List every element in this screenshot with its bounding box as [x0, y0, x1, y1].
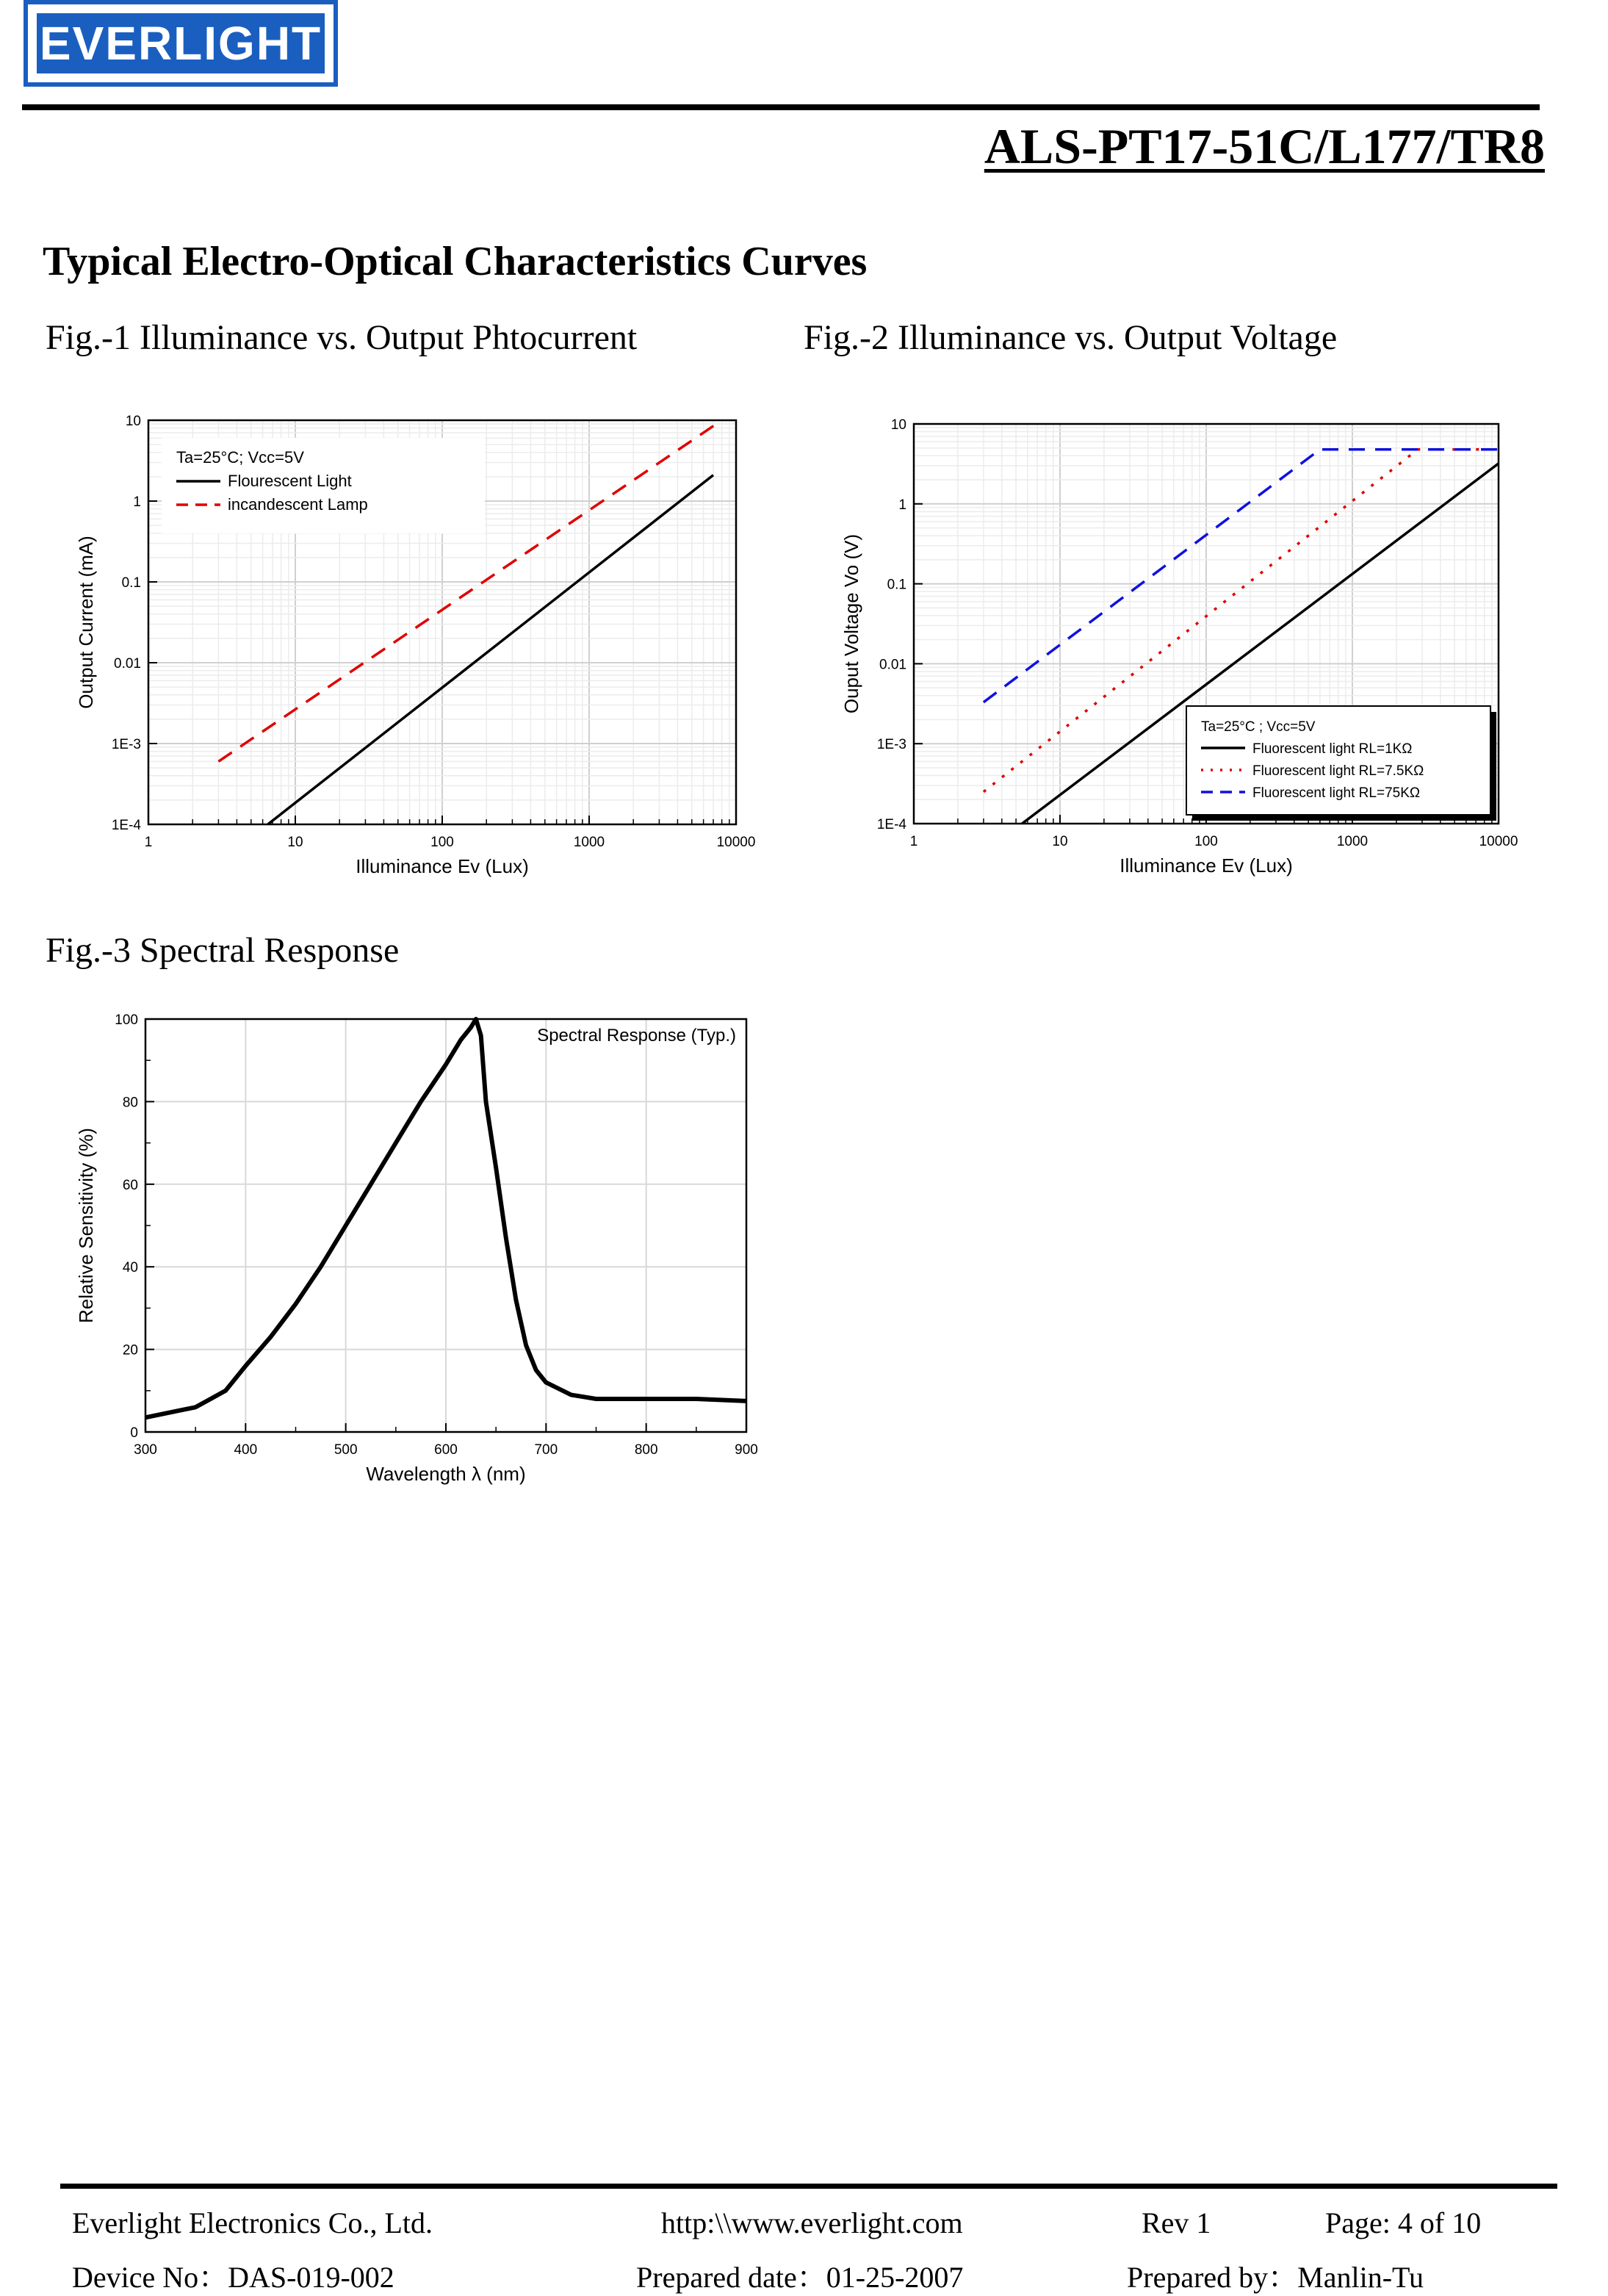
chart-annotation: Spectral Response (Typ.) — [537, 1026, 736, 1046]
y-tick-label: 0.01 — [879, 657, 906, 673]
fig3-title: Fig.-3 Spectral Response — [46, 931, 400, 970]
y-tick-label: 1 — [898, 497, 906, 513]
footer-prepared-date: Prepared date：01-25-2007 — [636, 2261, 964, 2294]
x-tick-label: 1 — [909, 834, 918, 849]
y-tick-label: 1E-4 — [876, 817, 906, 832]
y-tick-label: 0 — [130, 1425, 138, 1441]
x-axis-label: Wavelength λ (nm) — [366, 1463, 526, 1485]
y-tick-label: 0.1 — [121, 575, 141, 591]
y-tick-label: 40 — [122, 1260, 138, 1276]
footer-device-no: Device No：DAS-019-002 — [72, 2261, 394, 2294]
y-tick-label: 1E-3 — [111, 737, 141, 752]
footer-rev: Rev 1 — [1142, 2206, 1211, 2239]
y-tick-label: 100 — [115, 1012, 138, 1028]
logo-text: EVERLIGHT — [37, 13, 325, 73]
footer-url[interactable]: http:\\www.everlight.com — [661, 2206, 963, 2239]
x-tick-label: 900 — [735, 1442, 758, 1458]
y-tick-label: 1E-4 — [111, 818, 141, 833]
y-axis-label: Relative Sensitivity (%) — [75, 1128, 97, 1323]
legend-label-1: Fluorescent light RL=7.5KΩ — [1252, 763, 1424, 779]
legend-label-1: incandescent Lamp — [228, 495, 368, 514]
section-title: Typical Electro-Optical Characteristics Curves — [43, 239, 868, 284]
header-divider — [22, 104, 1540, 110]
x-tick-label: 100 — [1194, 834, 1218, 849]
y-tick-label: 1E-3 — [876, 737, 906, 753]
legend-label-0: Fluorescent light RL=1KΩ — [1252, 741, 1413, 757]
x-tick-label: 300 — [134, 1442, 157, 1458]
y-tick-label: 20 — [122, 1342, 138, 1358]
x-tick-label: 10000 — [1479, 834, 1518, 849]
part-number: ALS-PT17-51C/L177/TR8 — [984, 118, 1545, 174]
x-tick-label: 1 — [144, 835, 153, 850]
footer-company: Everlight Electronics Co., Ltd. — [72, 2206, 433, 2239]
y-axis-label: Output Current (mA) — [75, 536, 97, 709]
y-tick-label: 80 — [122, 1095, 138, 1111]
legend-title: Ta=25°C; Vcc=5V — [176, 448, 304, 467]
x-tick-label: 800 — [634, 1442, 658, 1458]
legend-title: Ta=25°C ; Vcc=5V — [1201, 719, 1316, 735]
fig2-illuminance-vs-voltage-chart — [823, 408, 1543, 885]
y-tick-label: 10 — [125, 414, 141, 429]
fig3-spectral-response-chart — [66, 1003, 771, 1495]
x-tick-label: 10 — [1052, 834, 1068, 849]
legend-label-0: Flourescent Light — [228, 472, 352, 490]
y-tick-label: 1 — [133, 494, 141, 510]
y-tick-label: 10 — [890, 417, 906, 433]
x-tick-label: 100 — [430, 835, 454, 850]
fig1-illuminance-vs-current-chart — [66, 404, 786, 889]
footer-page: Page: 4 of 10 — [1325, 2206, 1482, 2239]
x-axis-label: Illuminance Ev (Lux) — [1120, 854, 1293, 877]
fig2-title: Fig.-2 Illuminance vs. Output Voltage — [804, 318, 1338, 357]
x-axis-label: Illuminance Ev (Lux) — [356, 855, 529, 877]
y-tick-label: 0.1 — [887, 577, 906, 593]
everlight-logo — [24, 0, 338, 87]
footer-divider — [60, 2184, 1557, 2189]
fig1-title: Fig.-1 Illuminance vs. Output Phtocurrent — [46, 318, 638, 357]
x-tick-label: 600 — [434, 1442, 458, 1458]
x-tick-label: 500 — [334, 1442, 358, 1458]
x-tick-label: 700 — [534, 1442, 558, 1458]
x-tick-label: 400 — [234, 1442, 258, 1458]
x-tick-label: 1000 — [573, 835, 605, 850]
x-tick-label: 10 — [287, 835, 303, 850]
footer-prepared-by: Prepared by：Manlin-Tu — [1127, 2261, 1424, 2294]
y-tick-label: 0.01 — [114, 656, 141, 672]
legend-label-2: Fluorescent light RL=75KΩ — [1252, 785, 1421, 801]
x-tick-label: 10000 — [716, 835, 756, 850]
x-tick-label: 1000 — [1336, 834, 1369, 849]
y-tick-label: 60 — [122, 1177, 138, 1193]
y-axis-label: Ouput Voltage Vo (V) — [840, 533, 862, 714]
